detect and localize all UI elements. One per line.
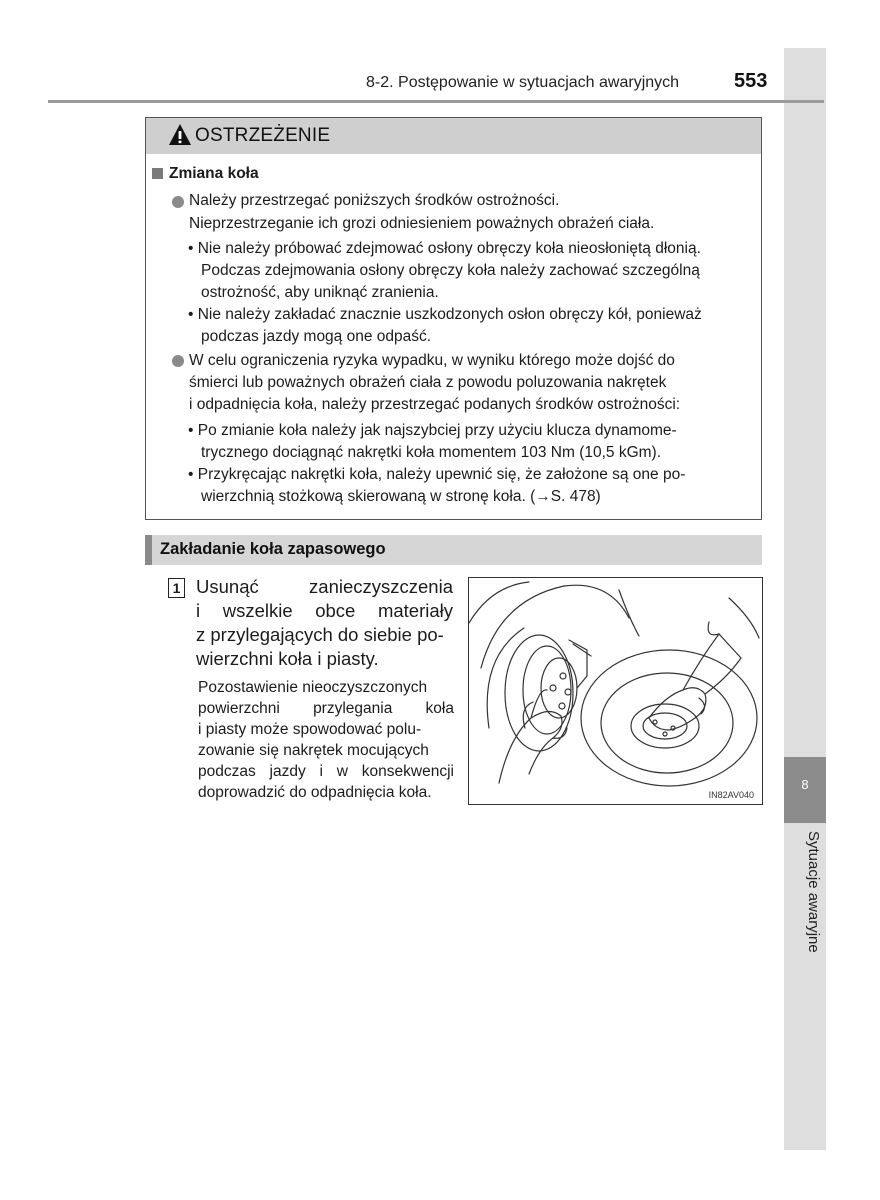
warning-header [146, 118, 761, 154]
sub-bullet-1-1-line-2: Podczas zdejmowania osłony obręczy koła należy zachować szczególną [201, 262, 700, 279]
section-heading-bar [145, 535, 762, 565]
wheel-illustration [469, 578, 762, 804]
step-line-2: i wszelkie obce materiały [196, 600, 453, 621]
note-line-1: Pozostawienie nieoczyszczonych [198, 679, 428, 696]
sub-bullet-1-2-line-1: • Nie należy zakładać znacznie uszkodzonych osłon obręczy kół, ponieważ [188, 306, 702, 323]
step-line-4: wierzchni koła i piasty. [196, 648, 379, 669]
sub-bullet-2-1-line-1: • Po zmianie koła należy jak najszybciej przy użyciu klucza dynamome- [188, 422, 677, 439]
warning-title: OSTRZEŻENIE [195, 125, 331, 146]
figure-code: IN82AV040 [708, 790, 754, 800]
step-line-3: z przylegających do siebie po- [196, 624, 444, 645]
bullet-1-line-1: Należy przestrzegać poniższych środków ostrożności. [189, 192, 560, 209]
step-number-box: 1 [168, 578, 185, 598]
wheel-cleaning-figure [468, 577, 763, 805]
bullet-dot-icon [172, 196, 184, 208]
step-line-1: Usunąć zanieczyszczenia [196, 576, 453, 597]
note-line-4: zowanie się nakrętek mocujących [198, 742, 429, 759]
note-line-3: i piasty może spowodować polu- [198, 721, 422, 738]
bullet-1-line-2: Nieprzestrzeganie ich grozi odniesieniem poważnych obrażeń ciała. [189, 215, 655, 232]
note-line-2: powierzchni przylegania koła [198, 700, 454, 717]
sub-bullet-1-1-line-3: ostrożność, aby uniknąć zranienia. [201, 284, 439, 301]
page-number: 553 [734, 70, 768, 92]
bullet-2-line-2: śmierci lub poważnych obrażeń ciała z powodu poluzowania nakrętek [189, 374, 667, 391]
sub-bullet-2-2-line-2: wierzchnią stożkową skierowaną w stronę koła. (→S. 478) [201, 488, 601, 505]
warning-triangle-icon [168, 123, 192, 147]
chapter-number: 8 [801, 777, 809, 792]
section-accent [145, 535, 152, 565]
side-index-strip [784, 48, 826, 1150]
square-bullet-icon [152, 168, 163, 179]
bullet-2-line-1: W celu ograniczenia ryzyka wypadku, w wyniku którego może dojść do [189, 352, 675, 369]
warning-subheading [152, 163, 259, 185]
header-rule [48, 100, 824, 103]
bullet-dot-icon [172, 355, 184, 367]
warning-subheading-text: Zmiana koła [169, 165, 259, 182]
chapter-title: Sytuacje awaryjne [805, 831, 822, 953]
warning-box [145, 117, 762, 520]
sub-bullet-1-2-line-2: podczas jazdy mogą one odpaść. [201, 328, 432, 345]
sub-bullet-1-1-line-1: • Nie należy próbować zdejmować osłony obręczy koła nieosłoniętą dłonią. [188, 240, 701, 257]
note-line-6: doprowadzić do odpadnięcia koła. [198, 784, 432, 801]
bullet-2-line-3: i odpadnięcia koła, należy przestrzegać podanych środków ostrożności: [189, 396, 681, 413]
note-line-5: podczas jazdy i w konsekwencji [198, 763, 454, 780]
running-header: 8-2. Postępowanie w sytuacjach awaryjnych [366, 74, 680, 91]
sub-bullet-2-2-line-1: • Przykręcając nakrętki koła, należy upewnić się, że założone są one po- [188, 466, 686, 483]
sub-bullet-2-1-line-2: trycznego dociągnąć nakrętki koła momentem 103 Nm (10,5 kGm). [201, 444, 662, 461]
section-title: Zakładanie koła zapasowego [160, 540, 386, 558]
